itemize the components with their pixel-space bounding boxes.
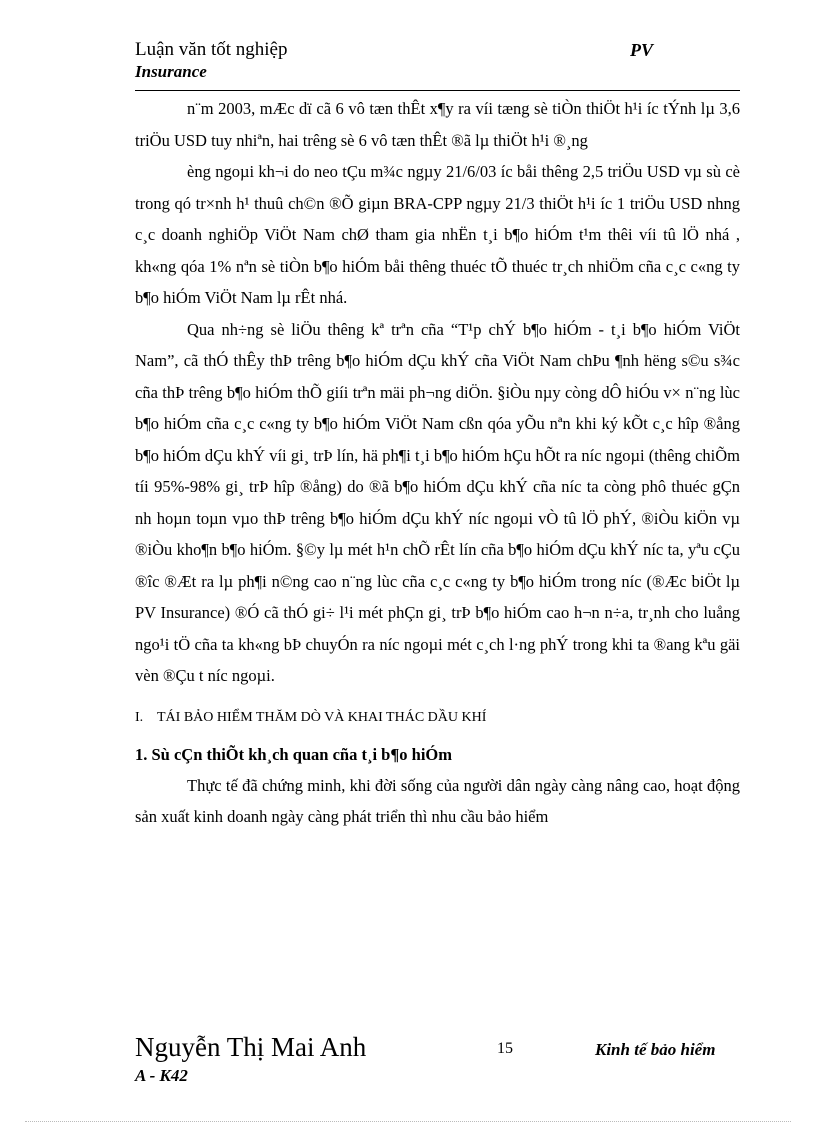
- section-heading: [135, 702, 740, 733]
- section-title: TÁI BẢO HIỂM THĂM DÒ VÀ KHAI THÁC DẦU KHÍ: [157, 709, 487, 725]
- header-subtitle: Insurance: [135, 62, 207, 81]
- footer-class: A - K42: [135, 1066, 188, 1085]
- page-header: [135, 38, 740, 82]
- header-title: Luận văn tốt nghiệp: [135, 39, 288, 60]
- subsection-number: 1.: [135, 744, 148, 764]
- header-divider: [135, 90, 740, 91]
- page-bottom-border: [25, 1121, 791, 1122]
- closing-paragraph: Thực tế đã chứng minh, khi đời sống của người dân ngày càng nâng cao, hoạt động sản xuất kinh doanh ngày càng phát triển thì nhu cầu bảo hiểm: [135, 775, 740, 826]
- section-number: I.: [135, 709, 144, 725]
- paragraph-2: èng ngoµi kh¬i do neo tÇu m¾c ngµy 21/6/03 íc båi thêng 2,5 triÖu USD vµ sù cè trong qó tr×nh h¹ thuû ch©n ®Õ giµn BRA-CPP ngµy 21/3 thiÖt h¹i íc 1 triÖu USD nhng c¸c doanh nghiÖp ViÖt Nam chØ tham gia nhËn t¸i b¶o hiÓm t¹m thêi víi tû lÖ nhá , kh«ng qóa 1% nªn sè tiÒn b¶o hiÓm båi thêng thuéc tÕ thuéc tr¸ch nhiÖm cña c¸c c«ng ty b¶o hiÓm ViÖt Nam lµ rÊt nhá.: [135, 162, 740, 307]
- document-body: [135, 93, 740, 833]
- paragraph-1: n¨m 2003, mÆc dï cã 6 vô tæn thÊt x¶y ra víi tæng sè tiÒn thiÖt h¹i íc tÝnh lµ 3,6 triÖu USD tuy nhiªn, hai trêng sè 6 vô tæn thÊt ®ã lµ thiÖt h¹i ®¸ng: [135, 99, 740, 150]
- paragraph-3: Qua nh÷ng sè liÖu thêng kª trªn cña “T¹p chÝ b¶o hiÓm - t¸i b¶o hiÓm ViÖt Nam”, cã thÓ thÊy thÞ trêng b¶o hiÓm dÇu khÝ cña ViÖt Nam chÞu ¶nh hëng s©u s¾c cña thÞ trêng b¶o hiÓm thÕ giíi trªn mäi ph¬ng diÖn. §iÒu nµy còng dÔ hiÓu v× n¨ng lùc b¶o hiÓm cña c¸c c«ng ty b¶o hiÓm ViÖt Nam cßn qóa yÕu nªn khi ký kÕt c¸c hîp ®ång b¶o hiÓm dÇu khÝ víi gi¸ trÞ lín, hä ph¶i t¸i b¶o hiÓm hÇu hÕt ra níc ngoµi (thêng chiÕm tíi 95%-98% gi¸ trÞ hîp ®ång) do ®ã b¶o hiÓm dÇu khÝ cña níc ta còng phô thuéc gÇn nh hoµn toµn vµo thÞ trêng b¶o hiÓm dÇu khÝ níc ngoµi vÒ tû lÖ phÝ, ®iÒu kiÖn vµ ®iÒu kho¶n b¶o hiÓm. §©y lµ mét h¹n chÕ rÊt lín cña b¶o hiÓm dÇu khÝ níc ta, yªu cÇu ®îc ®Æt ra lµ ph¶i n©ng cao n¨ng lùc cña c¸c c«ng ty b¶o hiÓm trong níc (®Æc biÖt lµ PV Insurance) ®Ó cã thÓ gi÷ l¹i mét phÇn gi¸ trÞ b¶o hiÓm cao h¬n n÷a, tr¸nh cho luång ngo¹i tÖ cña ta kh«ng bÞ chuyÓn ra níc ngoµi mét c¸ch l·ng phÝ trong khi ta ®ang kªu gäi vèn ®Çu t níc ngoµi.: [135, 319, 740, 685]
- footer-right-label: Kinh tế bảo hiểm: [595, 1040, 716, 1059]
- page-footer: [135, 1030, 740, 1086]
- page-number: 15: [497, 1040, 513, 1057]
- subsection-title: Sù cÇn thiÕt kh¸ch quan cña t¸i b¶o hiÓm: [151, 744, 452, 764]
- footer-author-name: Nguyễn Thị Mai Anh: [135, 1032, 367, 1062]
- header-right-label: PV: [630, 40, 654, 60]
- subsection-heading: [135, 739, 740, 770]
